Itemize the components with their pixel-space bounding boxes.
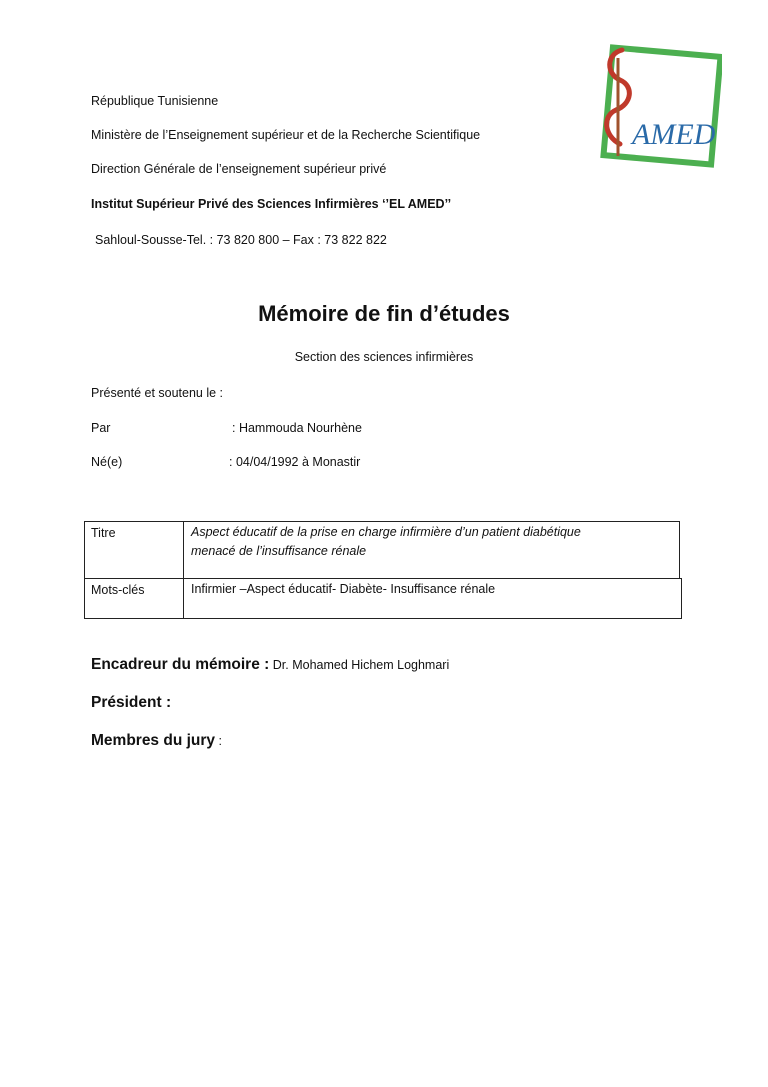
document-title: Mémoire de fin d’études [258,301,510,326]
members-line [91,732,222,750]
header-ministry: Ministère de l’Enseignement supérieur et de la Recherche Scientifique [91,128,481,142]
members-label: Membres du jury [91,732,216,749]
titre-line-1: Aspect éducatif de la prise en charge infirmière d’un patient diabétique [191,525,581,539]
header-direction: Direction Générale de l’enseignement supérieur privé [91,162,387,176]
table-row-keywords [84,578,682,619]
header-institute: Institut Supérieur Privé des Sciences Infirmières ‘’EL AMED’’ [91,197,452,211]
header-contact: Sahloul-Sousse-Tel. : 73 820 800 – Fax : 73 822 822 [95,233,387,247]
keywords-label: Mots-clés [91,583,145,597]
birth-value: : 04/04/1992 à Monastir [229,455,361,469]
par-label: Par [91,421,111,435]
par-value: : Hammouda Nourhène [232,421,362,435]
presented-label: Présenté et soutenu le : [91,386,224,400]
amed-logo [588,44,722,168]
titre-value [191,523,581,561]
encadreur-value: Dr. Mohamed Hichem Loghmari [269,658,450,672]
encadreur-label: Encadreur du mémoire : [91,656,270,673]
titre-label: Titre [91,526,116,540]
encadreur-line [91,656,449,674]
members-colon: : [215,734,222,748]
cell-divider [183,579,184,618]
cell-divider [183,522,184,579]
section-subtitle: Section des sciences infirmières [294,350,474,364]
table-row-titre [84,521,680,580]
keywords-value: Infirmier –Aspect éducatif- Diabète- Insuffisance rénale [191,582,496,596]
president-line [91,694,171,712]
header-country: République Tunisienne [91,94,219,108]
birth-label: Né(e) [91,455,123,469]
titre-line-2: menacé de l’insuffisance rénale [191,544,367,558]
logo-text: AMED [632,118,716,151]
president-label: Président : [91,694,172,711]
